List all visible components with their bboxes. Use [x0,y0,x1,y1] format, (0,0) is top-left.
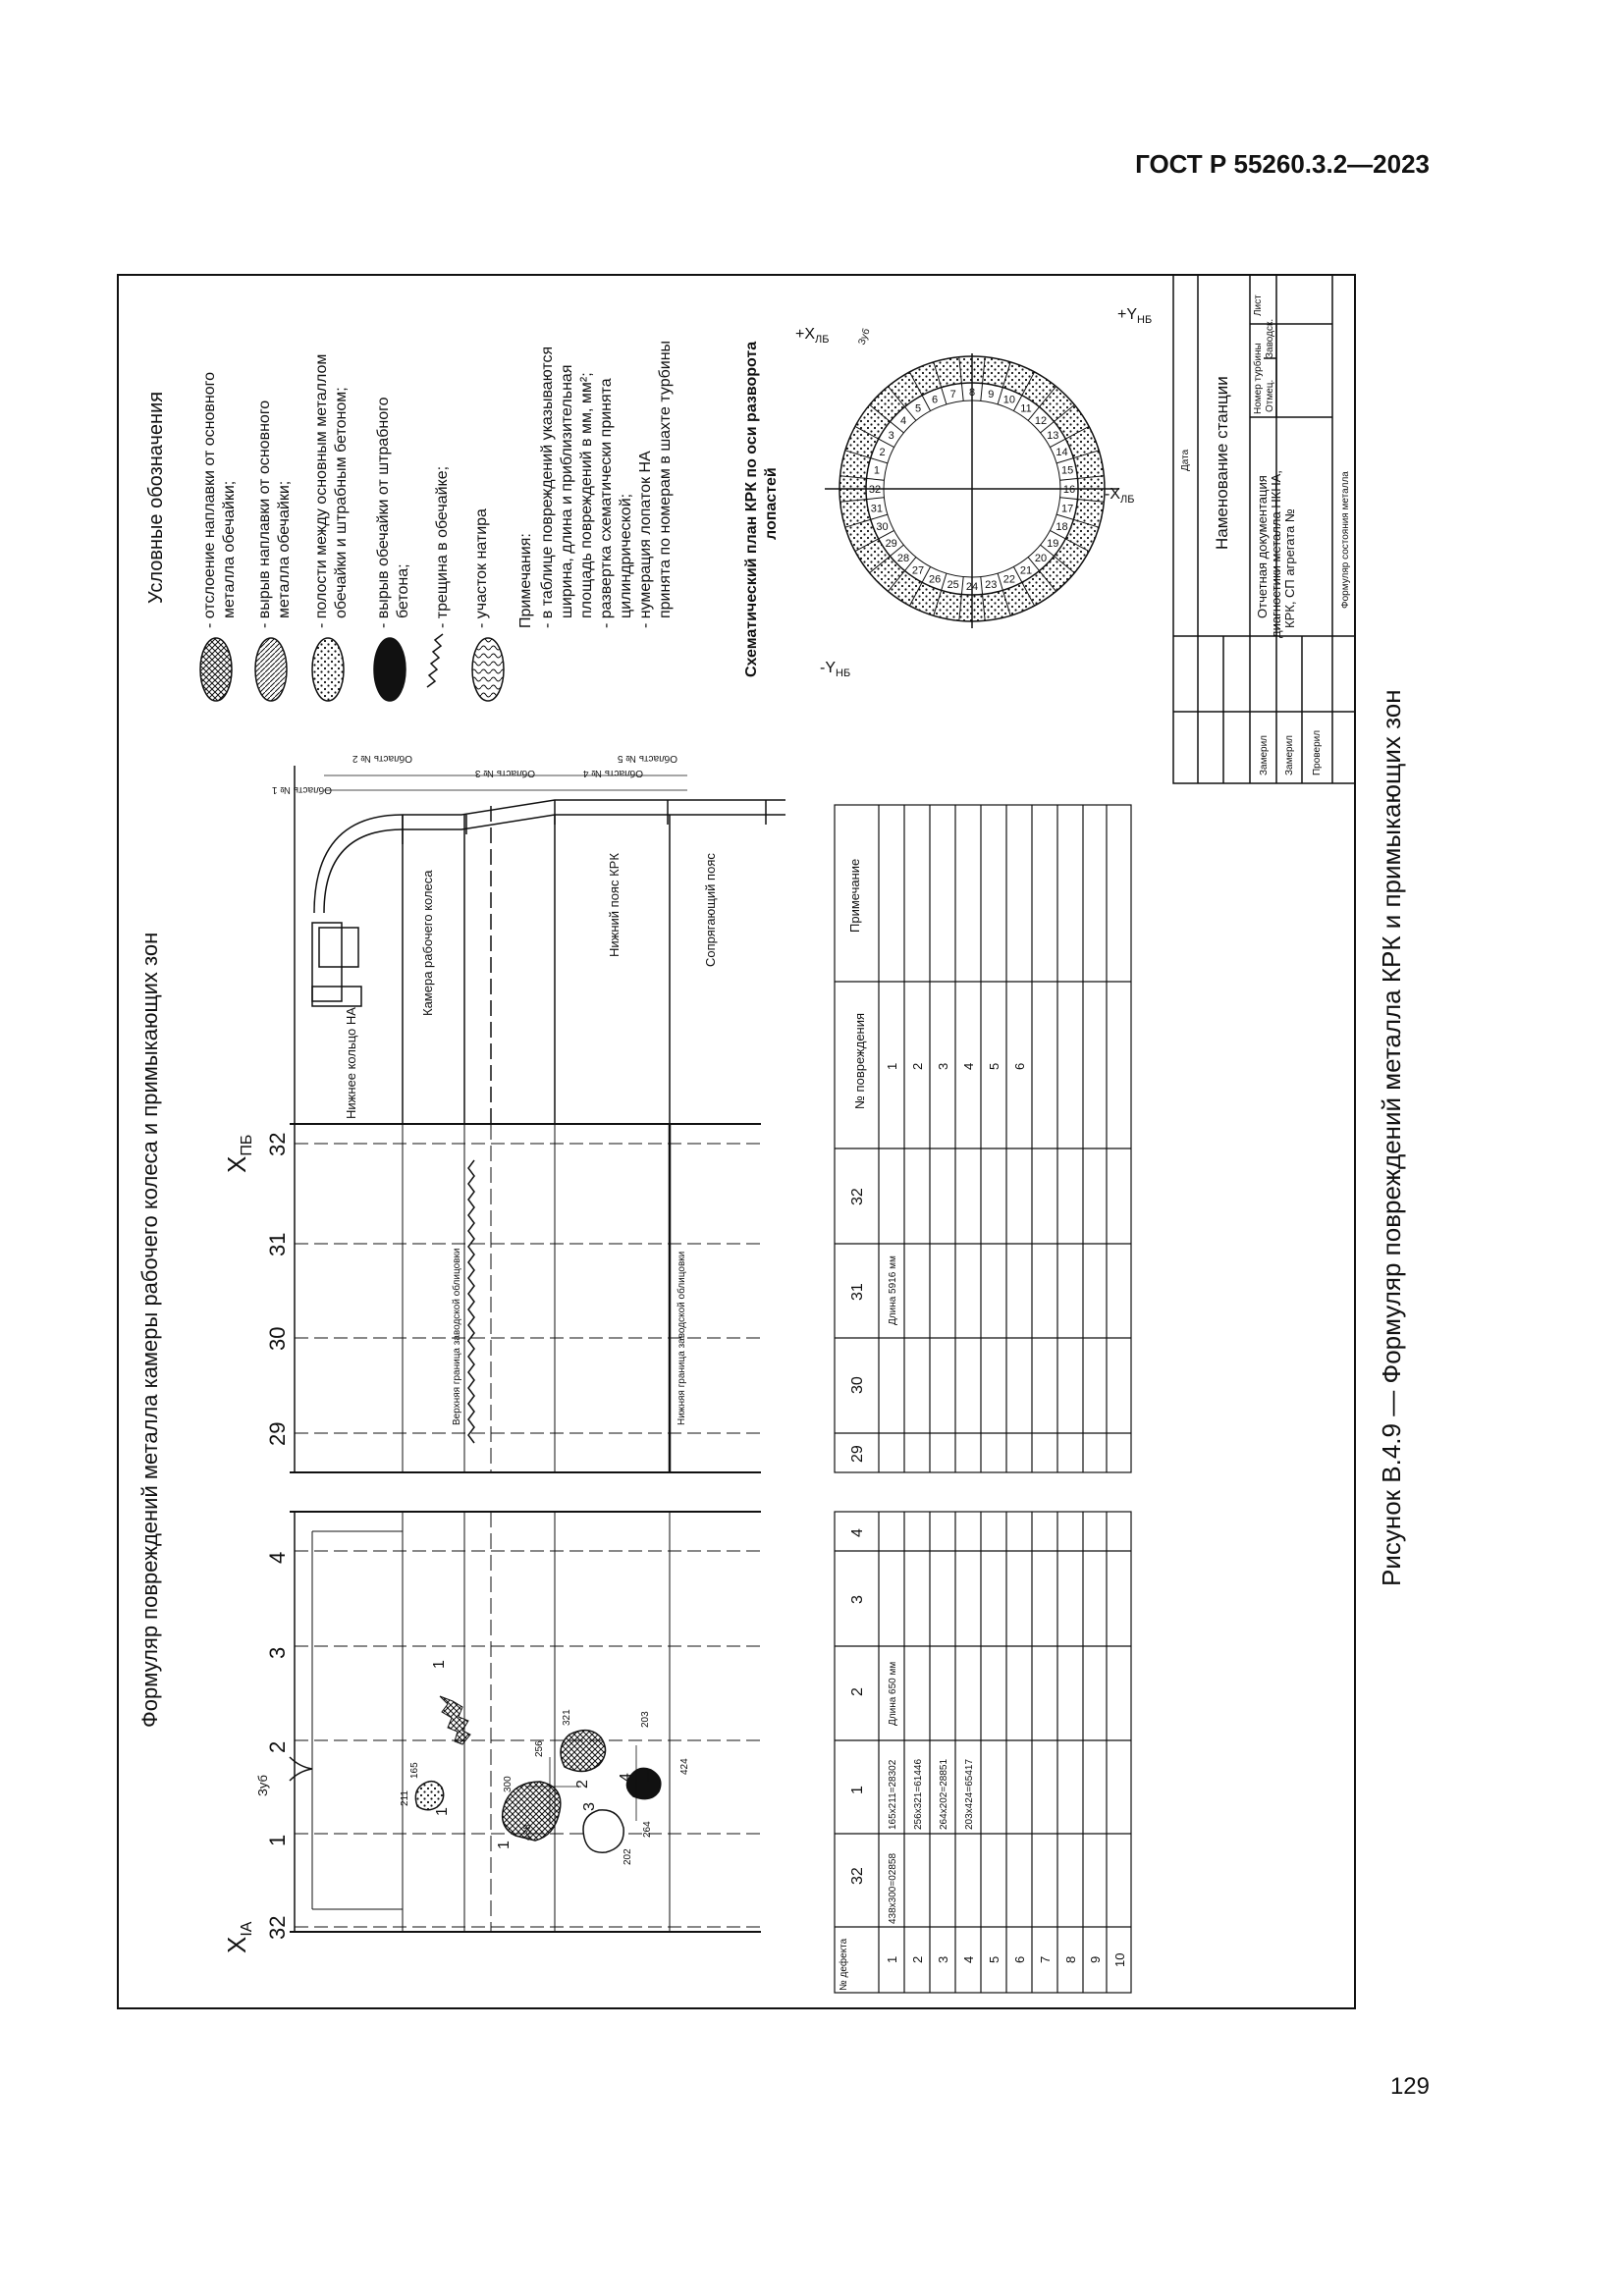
scheme-sector-31: 31 [870,503,884,515]
table-left [835,1512,1131,1993]
tl-cell-0-2: 165х211=28302 [888,1759,898,1830]
border-lower: Нижняя граница заводской облицовки [677,1251,687,1425]
defect-4-num: 4 [618,1773,634,1782]
tb-doc: Отчетная документациядиагностики металла НКНА,КРК, СП агрегата № [1255,470,1297,638]
tr-num-5: 6 [1012,1062,1027,1070]
scheme-sector-12: 12 [1034,415,1048,427]
border-upper: Верхняя граница заводской облицовки [452,1248,462,1425]
tl-head-4: 3 [849,1595,866,1604]
tr-num-2: 3 [936,1062,950,1070]
scheme-sector-26: 26 [928,573,942,586]
scheme-sector-30: 30 [876,520,889,533]
scheme-sector-1: 1 [873,464,880,477]
tb-form-name: Формуляр состояния металла [1340,471,1351,609]
scheme-sector-24: 24 [965,581,979,593]
legend-swatches [200,634,504,701]
scheme-sector-18: 18 [1056,520,1068,533]
scheme-sector-9: 9 [988,388,995,400]
tick-left-1: 1 [265,1834,290,1846]
tl-head-5: 4 [849,1528,866,1537]
scheme-sector-17: 17 [1060,503,1074,515]
tr-cell-0-2: Длина 5916 мм [888,1255,898,1325]
scheme-sector-10: 10 [1002,394,1016,406]
tl-row-1: 2 [910,1955,925,1963]
tb-turbine: Номер турбины [1253,343,1264,414]
defect-2-dim-a: 256 [534,1740,545,1757]
scheme-sector-5: 5 [914,402,922,415]
defect-1b-dim-a: 211 [400,1790,410,1806]
tr-num-1: 2 [910,1062,925,1070]
zone-mating-belt: Сопрягающий пояс [703,853,718,967]
form-title: Формуляр повреждений металла камеры рабочего колеса и примыкающих зон [137,932,162,1728]
tb-sign-0: Замерил [1259,734,1270,775]
defect-3-num: 3 [581,1802,598,1811]
scheme-sector-21: 21 [1019,564,1033,577]
defect-4-dim-b: 424 [679,1758,690,1775]
legend-item-6: - участок натира [473,508,490,628]
legend-swatch-cavity [312,638,344,701]
figure-caption: Рисунок В.4.9 — Формуляр повреждений металла КРК и примыкающих зон [1377,689,1406,1586]
tl-row-9: 10 [1112,1952,1127,1967]
tr-head-4: № повреждения [852,1012,867,1109]
tl-cell-1-2: 256х321=61446 [913,1758,924,1830]
legend-item-2: - вырыв наплавки от основного металла обечайки; [256,400,293,628]
scheme-sector-3: 3 [888,430,894,442]
defect-3-shape [583,1810,623,1852]
tick-right-0: 29 [265,1421,290,1446]
defect-5-num: 1 [431,1660,448,1669]
scheme-plusY: $+Y_{НБ}$ [1117,306,1153,326]
tb-signal-0: Отмец. [1265,379,1275,412]
zone-lower-ring: Нижнее кольцо НА [344,1007,358,1119]
legend-item-1: - отслоение наплавки от основного металла обечайки; [201,372,238,628]
scheme-sector-15: 15 [1060,464,1074,477]
defect-1-dim-b: 300 [503,1776,514,1792]
legend-swatch-rub [472,638,504,701]
scheme-sector-32: 32 [868,484,882,496]
scheme-sector-11: 11 [1020,402,1032,415]
region-4: Область № 4 [582,768,643,778]
tl-cell-2-2: 264х202=28851 [939,1758,949,1830]
tick-left-0: 32 [265,1915,290,1940]
scheme-sector-25: 25 [947,579,959,592]
page-number: 129 [1389,2073,1430,2100]
scheme-sector-28: 28 [896,553,910,564]
tooth-label: Зуб [255,1775,270,1796]
scheme-sector-23: 23 [985,579,998,592]
tl-cell-3-2: 203х424=65417 [964,1758,975,1830]
scheme-sector-22: 22 [1002,573,1016,586]
zone-wheel-chamber: Камера рабочего колеса [420,870,435,1016]
scheme-sector-2: 2 [879,447,886,459]
tr-head-3: 32 [849,1188,866,1205]
tl-row-3: 4 [961,1955,976,1963]
defect-1b-dim-b: 165 [409,1762,420,1779]
legend-swatch-crack [427,634,443,687]
tr-head-1: 30 [849,1376,866,1394]
scheme-sector-7: 7 [949,388,956,400]
tr-num-4: 5 [987,1062,1001,1070]
tl-head-1: 32 [849,1867,866,1885]
tick-right-2: 31 [265,1232,290,1256]
scheme-sector-8: 8 [968,387,976,399]
tl-head-2: 1 [849,1786,866,1794]
legend-item-4: - вырыв обечайки от штрабного бетона; [375,397,411,628]
tick-left-4: 4 [265,1551,290,1564]
tl-row-8: 9 [1088,1955,1103,1963]
tl-row-7: 8 [1063,1955,1078,1963]
legend-swatch-delam [200,638,232,701]
crack-line [468,1160,474,1443]
scheme-sector-13: 13 [1047,430,1059,442]
scheme-sector-20: 20 [1034,553,1048,564]
tb-sheet: Лист [1253,294,1264,316]
sheet-frame [118,275,1355,2008]
tl-head-0: № дефекта [839,1938,849,1991]
tick-left-3: 3 [265,1646,290,1659]
tb-sign-1: Замерил [1284,734,1295,775]
tl-cell-0-3: Длина 650 мм [888,1661,898,1726]
legend-item-3: - полости между основным металлом обечайки и штрабным бетоном; [313,353,350,628]
scheme-minusX: $-X_{ЛБ}$ [1105,486,1135,506]
tb-signal-1: Заводск. [1265,318,1275,358]
tr-num-0: 1 [885,1062,899,1070]
defect-5-shape [440,1696,470,1744]
table-right [835,805,1131,1472]
tr-head-0: 29 [849,1445,866,1463]
tl-row-4: 5 [987,1955,1001,1963]
axis-left-label: $X_{IA}$ [222,1921,255,1953]
scheme-sector-19: 19 [1047,538,1059,550]
tooth-marker [290,1757,312,1781]
tr-num-3: 4 [961,1062,976,1070]
tick-right-1: 30 [265,1326,290,1351]
notes-block: Примечания: - в таблице повреждений указываются ширина, длина и приблизительная площадь повреждений в мм, мм²; - развертка схематически принята цилиндрической; - нумерация лопаток НА принята по номерам в шахте турбины [517,340,674,628]
tl-row-0: 1 [885,1955,899,1963]
defect-2-dim-b: 321 [562,1709,572,1726]
region-3: Область № 3 [474,768,535,778]
defect-2-shape [561,1731,606,1772]
region-5: Область № 5 [617,753,677,764]
scheme-sector-14: 14 [1056,447,1068,459]
scheme-title: Схематический план КРК по оси разворота лопастей [743,341,780,677]
scheme-tooth: Зуб [856,327,873,347]
zone-lower-belt: Нижний пояс КРК [607,853,622,957]
legend-swatch-rupture [374,638,406,701]
axis-right-label: $X_{ПБ}$ [222,1134,255,1173]
region-2: Область № 2 [352,753,412,764]
legend-swatch-tear [255,638,287,701]
defect-1b-shape [415,1782,443,1810]
tb-sign-2: Проверил [1312,729,1323,775]
tl-head-3: 2 [849,1687,866,1696]
tick-right-3: 32 [265,1132,290,1156]
tr-head-2: 31 [849,1283,866,1301]
tr-head-5: Примечание [847,858,862,933]
scheme-sector-27: 27 [911,564,925,577]
tl-cell-0-1: 438х300=02858 [888,1852,898,1924]
scheme-sector-16: 16 [1062,484,1076,496]
tl-row-6: 7 [1038,1955,1053,1963]
tb-date: Дата [1180,449,1191,471]
defect-3-dim-a: 202 [623,1848,633,1865]
tick-left-2: 2 [265,1740,290,1753]
scheme-minusY: $-Y_{НБ}$ [820,660,851,679]
tb-station: Наменование станции [1213,376,1231,550]
defect-1-num: 1 [496,1841,513,1849]
tl-row-2: 3 [936,1955,950,1963]
region-1: Область № 1 [271,784,332,795]
defect-1-dim-a: 438 [522,1824,533,1841]
defect-4-dim-a: 203 [640,1711,651,1728]
legend-title: Условные обозначения [145,391,167,604]
tl-row-5: 6 [1012,1955,1027,1963]
defect-2-num: 2 [574,1780,591,1789]
defect-4-shape [626,1768,660,1798]
notes-title: Примечания: [517,533,534,628]
scheme-sector-29: 29 [885,538,897,550]
scheme-plusX: $+X_{ЛБ}$ [795,326,830,346]
defect-1b-num: 1 [434,1807,451,1816]
legend-item-5: - трещина в обечайке; [434,465,451,628]
scheme-sector-6: 6 [932,394,939,406]
scheme-sector-4: 4 [899,415,907,427]
document-code: ГОСТ Р 55260.3.2—2023 [1135,149,1430,179]
defect-3-dim-b: 264 [642,1821,653,1838]
